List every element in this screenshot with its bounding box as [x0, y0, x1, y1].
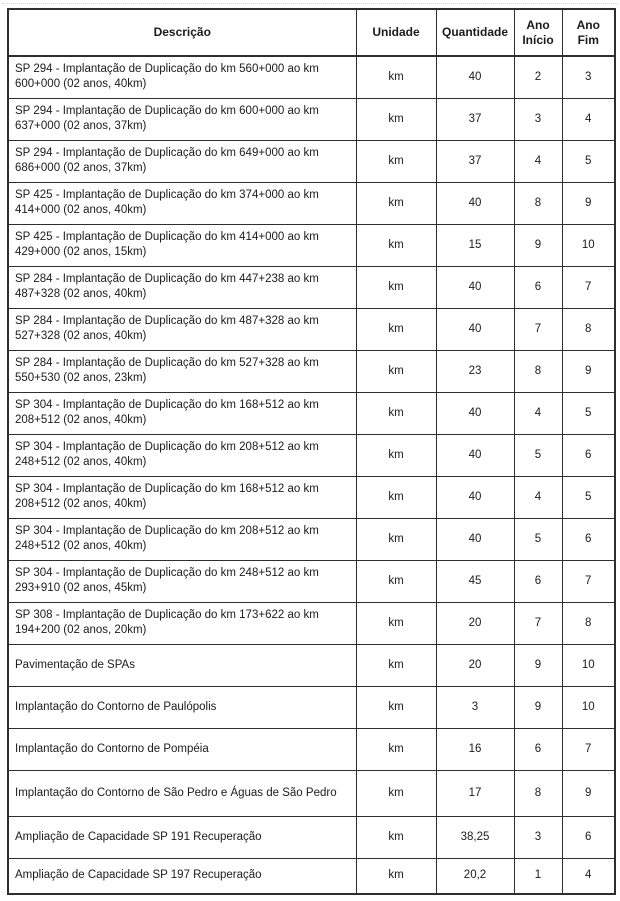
cell-quantidade: 40 — [436, 182, 514, 224]
cell-ano-inicio: 2 — [514, 56, 562, 98]
cell-unidade: km — [356, 392, 436, 434]
col-header-unidade: Unidade — [356, 9, 436, 56]
cell-unidade: km — [356, 816, 436, 858]
col-header-ano-inicio: Ano Início — [514, 9, 562, 56]
cell-descricao: SP 284 - Implantação de Duplicação do km 527+328 ao km 550+530 (02 anos, 23km) — [8, 350, 356, 392]
cell-unidade: km — [356, 308, 436, 350]
cell-quantidade: 16 — [436, 728, 514, 770]
cell-ano-inicio: 6 — [514, 728, 562, 770]
cell-descricao: SP 304 - Implantação de Duplicação do km 248+512 ao km 293+910 (02 anos, 45km) — [8, 560, 356, 602]
cell-unidade: km — [356, 686, 436, 728]
cell-descricao: Implantação do Contorno de Pompéia — [8, 728, 356, 770]
cell-quantidade: 40 — [436, 392, 514, 434]
cell-ano-inicio: 6 — [514, 560, 562, 602]
cell-quantidade: 40 — [436, 56, 514, 98]
cell-descricao: SP 304 - Implantação de Duplicação do km 168+512 ao km 208+512 (02 anos, 40km) — [8, 476, 356, 518]
cell-ano-fim: 10 — [562, 644, 615, 686]
cell-ano-fim: 9 — [562, 182, 615, 224]
cell-unidade: km — [356, 56, 436, 98]
table-row — [8, 858, 615, 894]
cell-ano-inicio: 8 — [514, 770, 562, 816]
cell-descricao: Pavimentação de SPAs — [8, 644, 356, 686]
table-row — [8, 56, 615, 98]
cell-ano-inicio: 3 — [514, 98, 562, 140]
cell-descricao: SP 294 - Implantação de Duplicação do km 560+000 ao km 600+000 (02 anos, 40km) — [8, 56, 356, 98]
table-row — [8, 686, 615, 728]
cell-ano-inicio: 9 — [514, 224, 562, 266]
cell-ano-inicio: 7 — [514, 308, 562, 350]
table-row — [8, 350, 615, 392]
cell-ano-fim: 9 — [562, 770, 615, 816]
table-row — [8, 182, 615, 224]
header-row — [8, 9, 615, 56]
cell-ano-inicio: 3 — [514, 816, 562, 858]
table-row — [8, 98, 615, 140]
cell-ano-fim: 9 — [562, 350, 615, 392]
cell-ano-fim: 5 — [562, 140, 615, 182]
cell-descricao: SP 304 - Implantação de Duplicação do km 168+512 ao km 208+512 (02 anos, 40km) — [8, 392, 356, 434]
cell-unidade: km — [356, 182, 436, 224]
cell-descricao: Ampliação de Capacidade SP 191 Recuperação — [8, 816, 356, 858]
cell-ano-fim: 6 — [562, 816, 615, 858]
cell-quantidade: 38,25 — [436, 816, 514, 858]
cell-unidade: km — [356, 98, 436, 140]
table-row — [8, 434, 615, 476]
table-row — [8, 224, 615, 266]
cell-ano-fim: 8 — [562, 308, 615, 350]
cell-unidade: km — [356, 266, 436, 308]
cell-quantidade: 3 — [436, 686, 514, 728]
cell-quantidade: 40 — [436, 476, 514, 518]
cell-quantidade: 20,2 — [436, 858, 514, 894]
page-top-rule — [2, 3, 618, 4]
col-header-quantidade: Quantidade — [436, 9, 514, 56]
cell-quantidade: 15 — [436, 224, 514, 266]
cell-unidade: km — [356, 644, 436, 686]
table-row — [8, 644, 615, 686]
table-row — [8, 560, 615, 602]
cell-quantidade: 17 — [436, 770, 514, 816]
table-row — [8, 770, 615, 816]
cell-descricao: SP 284 - Implantação de Duplicação do km 487+328 ao km 527+328 (02 anos, 40km) — [8, 308, 356, 350]
cell-ano-inicio: 1 — [514, 858, 562, 894]
cell-descricao: SP 304 - Implantação de Duplicação do km 208+512 ao km 248+512 (02 anos, 40km) — [8, 434, 356, 476]
col-header-ano-fim: Ano Fim — [562, 9, 615, 56]
cell-quantidade: 37 — [436, 98, 514, 140]
cell-ano-inicio: 5 — [514, 518, 562, 560]
cell-ano-inicio: 4 — [514, 392, 562, 434]
cell-descricao: Ampliação de Capacidade SP 197 Recuperação — [8, 858, 356, 894]
table-row — [8, 476, 615, 518]
cell-ano-fim: 3 — [562, 56, 615, 98]
table-row — [8, 266, 615, 308]
cell-unidade: km — [356, 858, 436, 894]
cell-ano-fim: 7 — [562, 728, 615, 770]
cell-unidade: km — [356, 560, 436, 602]
cell-quantidade: 40 — [436, 266, 514, 308]
cell-ano-inicio: 5 — [514, 434, 562, 476]
cell-ano-fim: 5 — [562, 476, 615, 518]
cell-ano-inicio: 7 — [514, 602, 562, 644]
cell-ano-fim: 5 — [562, 392, 615, 434]
cell-descricao: SP 308 - Implantação de Duplicação do km 173+622 ao km 194+200 (02 anos, 20km) — [8, 602, 356, 644]
cell-ano-inicio: 9 — [514, 686, 562, 728]
col-header-descricao: Descrição — [8, 9, 356, 56]
cell-quantidade: 40 — [436, 434, 514, 476]
cell-descricao: Implantação do Contorno de Paulópolis — [8, 686, 356, 728]
table-row — [8, 518, 615, 560]
schedule-table — [7, 8, 616, 895]
cell-ano-fim: 8 — [562, 602, 615, 644]
cell-unidade: km — [356, 518, 436, 560]
cell-descricao: SP 284 - Implantação de Duplicação do km 447+238 ao km 487+328 (02 anos, 40km) — [8, 266, 356, 308]
cell-unidade: km — [356, 140, 436, 182]
cell-quantidade: 23 — [436, 350, 514, 392]
cell-ano-inicio: 4 — [514, 140, 562, 182]
cell-quantidade: 20 — [436, 644, 514, 686]
cell-ano-inicio: 6 — [514, 266, 562, 308]
table-row — [8, 816, 615, 858]
table-row — [8, 140, 615, 182]
table-body — [8, 56, 615, 894]
cell-unidade: km — [356, 728, 436, 770]
cell-descricao: SP 294 - Implantação de Duplicação do km 600+000 ao km 637+000 (02 anos, 37km) — [8, 98, 356, 140]
cell-ano-inicio: 8 — [514, 182, 562, 224]
table-row — [8, 602, 615, 644]
cell-unidade: km — [356, 434, 436, 476]
cell-unidade: km — [356, 350, 436, 392]
cell-descricao: SP 294 - Implantação de Duplicação do km 649+000 ao km 686+000 (02 anos, 37km) — [8, 140, 356, 182]
cell-unidade: km — [356, 224, 436, 266]
cell-ano-fim: 10 — [562, 224, 615, 266]
cell-descricao: SP 425 - Implantação de Duplicação do km 414+000 ao km 429+000 (02 anos, 15km) — [8, 224, 356, 266]
cell-quantidade: 40 — [436, 308, 514, 350]
cell-unidade: km — [356, 770, 436, 816]
cell-unidade: km — [356, 476, 436, 518]
cell-descricao: Implantação do Contorno de São Pedro e Águas de São Pedro — [8, 770, 356, 816]
cell-quantidade: 37 — [436, 140, 514, 182]
cell-quantidade: 45 — [436, 560, 514, 602]
cell-unidade: km — [356, 602, 436, 644]
cell-descricao: SP 304 - Implantação de Duplicação do km 208+512 ao km 248+512 (02 anos, 40km) — [8, 518, 356, 560]
cell-ano-inicio: 4 — [514, 476, 562, 518]
cell-ano-fim: 7 — [562, 560, 615, 602]
cell-ano-fim: 10 — [562, 686, 615, 728]
table-row — [8, 728, 615, 770]
cell-ano-fim: 7 — [562, 266, 615, 308]
cell-ano-inicio: 8 — [514, 350, 562, 392]
cell-ano-fim: 6 — [562, 434, 615, 476]
cell-quantidade: 20 — [436, 602, 514, 644]
cell-ano-fim: 4 — [562, 858, 615, 894]
table-row — [8, 392, 615, 434]
cell-descricao: SP 425 - Implantação de Duplicação do km 374+000 ao km 414+000 (02 anos, 40km) — [8, 182, 356, 224]
cell-ano-fim: 4 — [562, 98, 615, 140]
cell-ano-fim: 6 — [562, 518, 615, 560]
cell-ano-inicio: 9 — [514, 644, 562, 686]
cell-quantidade: 40 — [436, 518, 514, 560]
table-row — [8, 308, 615, 350]
